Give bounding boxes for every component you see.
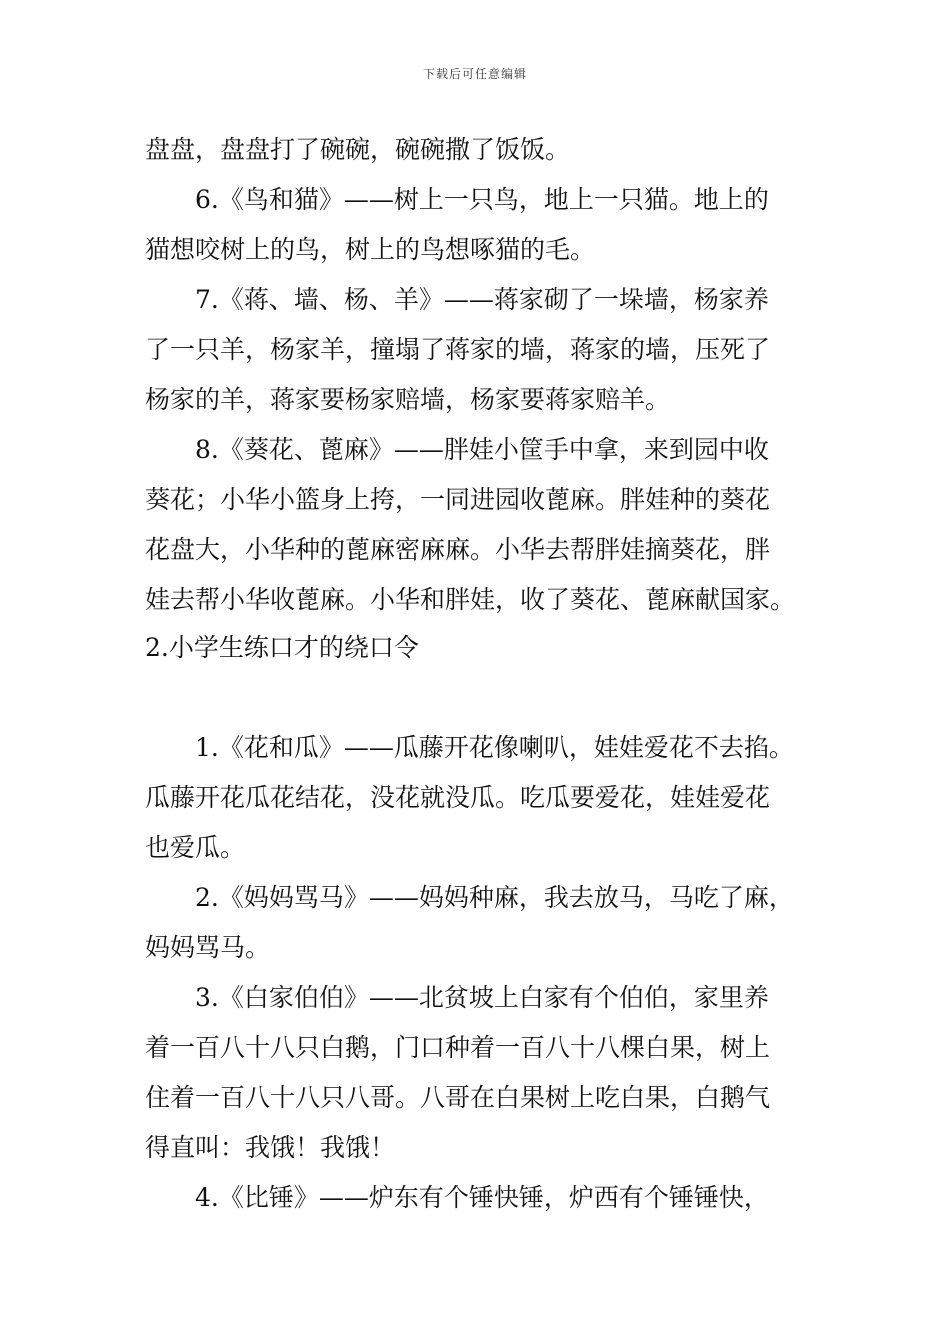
text-line: 猫想咬树上的鸟，树上的鸟想啄猫的毛。	[145, 235, 596, 264]
text-line: 了一只羊，杨家羊，撞塌了蒋家的墙，蒋家的墙，压死了	[145, 335, 771, 364]
text-line: 瓜藤开花瓜花结花，没花就没瓜。吃瓜要爱花，娃娃爱花	[145, 783, 771, 812]
text-line: 6.《鸟和猫》——树上一只鸟，地上一只猫。地上的	[195, 185, 769, 214]
text-line: 2.小学生练口才的绕口令	[145, 633, 419, 662]
text-line: 7.《蒋、墙、杨、羊》——蒋家砌了一垛墙，杨家养	[195, 285, 769, 314]
text-line: 2.《妈妈骂马》——妈妈种麻，我去放马，马吃了麻，	[195, 883, 794, 912]
text-line: 妈妈骂马。	[145, 933, 271, 962]
text-line: 娃去帮小华收蓖麻。小华和胖娃，收了葵花、蓖麻献国家。	[145, 585, 796, 614]
text-line: 花盘大，小华种的蓖麻密麻麻。小华去帮胖娃摘葵花，胖	[145, 535, 771, 564]
text-line: 1.《花和瓜》——瓜藤开花像喇叭，娃娃爱花不去掐。	[195, 733, 794, 762]
text-line: 也爱瓜。	[145, 833, 246, 862]
text-line: 着一百八十八只白鹅，门口种着一百八十八棵白果，树上	[145, 1033, 771, 1062]
text-line: 住着一百八十八只八哥。八哥在白果树上吃白果，白鹅气	[145, 1083, 771, 1112]
text-line: 4.《比锤》——炉东有个锤快锤，炉西有个锤锤快，	[195, 1183, 769, 1212]
text-line: 葵花；小华小篮身上挎，一同进园收蓖麻。胖娃种的葵花	[145, 485, 771, 514]
text-line: 3.《白家伯伯》——北贫坡上白家有个伯伯，家里养	[195, 983, 769, 1012]
text-line: 8.《葵花、蓖麻》——胖娃小筐手中拿，来到园中收	[195, 435, 769, 464]
text-line: 杨家的羊，蒋家要杨家赔墙，杨家要蒋家赔羊。	[145, 385, 671, 414]
page-header: 下载后可任意编辑	[422, 67, 527, 81]
text-line: 得直叫：我饿！我饿！	[145, 1133, 396, 1162]
text-line: 盘盘，盘盘打了碗碗，碗碗撒了饭饭。	[145, 135, 571, 164]
